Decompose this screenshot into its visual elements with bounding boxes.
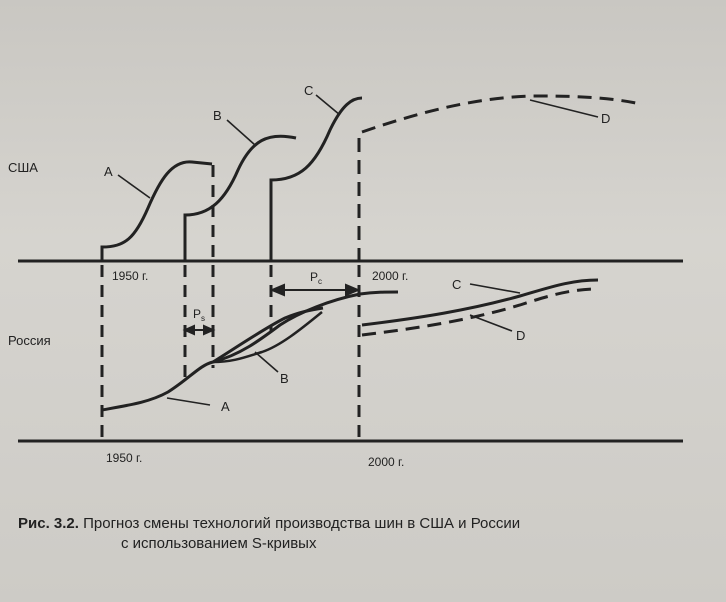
leader-russia-d bbox=[470, 315, 512, 331]
label-1950-bottom: 1950 г. bbox=[106, 451, 143, 465]
leader-usa-d bbox=[530, 100, 598, 117]
label-1950-top: 1950 г. bbox=[112, 269, 149, 283]
label-russia-a: A bbox=[221, 399, 230, 414]
russia-curve-d bbox=[362, 289, 598, 335]
label-usa-b: B bbox=[213, 108, 222, 123]
label-usa-a: A bbox=[104, 164, 113, 179]
label-usa-d: D bbox=[601, 111, 611, 126]
leader-russia-c bbox=[470, 284, 520, 293]
label-2000-top: 2000 г. bbox=[372, 269, 409, 283]
label-pc: $P_c$ bbox=[310, 270, 323, 286]
label-russia-b: B bbox=[280, 371, 289, 386]
usa-curve-b bbox=[185, 136, 296, 262]
leader-usa-a bbox=[118, 175, 150, 198]
label-russia: Россия bbox=[8, 333, 51, 348]
label-russia-c: C bbox=[452, 277, 462, 292]
usa-curve-d bbox=[362, 96, 636, 132]
leader-usa-c bbox=[316, 95, 340, 115]
label-usa-c: C bbox=[304, 83, 314, 98]
label-2000-bottom: 2000 г. bbox=[368, 455, 405, 469]
caption-line1: Прогноз смены технологий производства шин в США и России bbox=[83, 515, 521, 532]
label-usa: США bbox=[8, 160, 38, 175]
leader-russia-b bbox=[255, 352, 278, 372]
label-ps: $P_s$ bbox=[193, 307, 206, 323]
leader-russia-a bbox=[167, 398, 210, 405]
label-russia-d: D bbox=[516, 328, 526, 343]
russia-curve-a-c bbox=[102, 292, 398, 410]
figure-caption bbox=[18, 514, 708, 554]
usa-curve-c bbox=[271, 98, 362, 262]
caption-line2: с использованием S-кривых bbox=[121, 535, 317, 552]
pc-arrow-left bbox=[272, 285, 284, 295]
leader-usa-b bbox=[227, 120, 255, 145]
usa-curve-a bbox=[102, 162, 212, 262]
caption-number: Рис. 3.2. bbox=[18, 515, 79, 532]
russia-curve-b bbox=[213, 312, 322, 362]
